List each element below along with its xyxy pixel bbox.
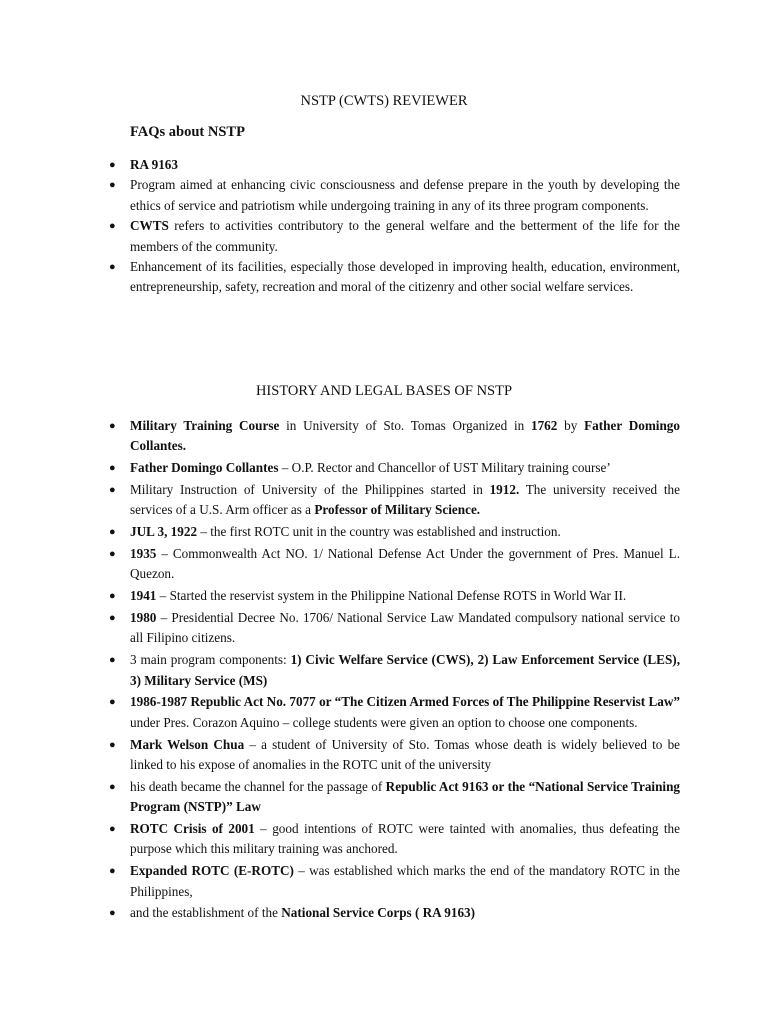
bullet-icon: ● [109, 823, 116, 836]
list-item [109, 257, 680, 298]
bullet-icon: ● [109, 612, 116, 624]
bold-text: 1762 [530, 418, 558, 433]
body-text: his death became the channel for the passage of [130, 778, 386, 794]
list-item [109, 416, 680, 457]
body-text: under Pres. Corazon Aquino – college students were given an option to choose one components. [130, 714, 638, 730]
bold-text: 1935 [130, 546, 157, 561]
body-text: and the establishment of the [130, 905, 282, 921]
list-item [109, 480, 681, 521]
body-text: refers to activities contributory to the general welfare and the betterment of the life for the members of the community. [130, 218, 680, 254]
list-item [109, 155, 680, 175]
body-text: Enhancement of its facilities, especially those developed in improving health, education, environment, entrepreneurship, safety, recreation and moral of the citizenry and other social welfare services. [130, 259, 680, 295]
body-text: Program aimed at enhancing civic consciousness and defense prepare in the youth by developing the ethics of service and patriotism while undergoing training in any of its three program components. [130, 177, 680, 213]
bold-text: Father Domingo Collantes [130, 460, 279, 476]
bullet-icon: ● [109, 548, 116, 560]
bullet-icon: ● [109, 220, 116, 233]
bullet-icon: ● [109, 865, 116, 878]
bold-text: ROTC Crisis of 2001 [130, 821, 255, 837]
bold-text: National Service Corps ( RA 9163) [281, 905, 476, 921]
bold-text: Expanded ROTC (E-ROTC) [130, 863, 294, 879]
bold-text: 1941 [130, 588, 157, 604]
history-list [0, 416, 768, 925]
bullet-icon: ● [109, 159, 116, 171]
bold-text: Mark Welson Chua [130, 736, 245, 752]
list-item [109, 175, 680, 216]
body-text: – Presidential Decree No. 1706/ National Service Law Mandated compulsory national service to all Filipino citizens. [130, 610, 680, 646]
bold-text: 1912. [489, 482, 520, 497]
list-item [109, 650, 680, 691]
bold-text: 1) Civic Welfare Service (CWS), 2) Law Enforcement Service (LES), 3) Military Service (MS) [130, 652, 680, 688]
bullet-icon: ● [109, 420, 116, 432]
list-item [109, 861, 680, 902]
bullet-icon: ● [109, 738, 116, 751]
list-item [109, 692, 680, 733]
bold-text: Military Training Course [130, 418, 280, 433]
body-text: by [557, 418, 585, 433]
bullet-icon: ● [109, 261, 116, 274]
body-text: – Started the reservist system in the Philippine National Defense ROTS in World War II. [156, 588, 627, 604]
bold-text: 1986-1987 Republic Act No. 7077 or “The Citizen Armed Forces of The Philippine Reservist Law” [130, 694, 680, 710]
document-title: NSTP (CWTS) REVIEWER [300, 93, 468, 109]
list-item [109, 586, 680, 606]
list-item [109, 544, 680, 585]
list-item [109, 777, 681, 818]
bullet-icon: ● [109, 179, 116, 192]
list-item [109, 216, 680, 257]
faq-heading: FAQs about NSTP [130, 124, 245, 140]
bold-text: CWTS [130, 218, 169, 234]
bold-text: JUL 3, 1922 [130, 524, 198, 540]
bold-text: 1980 [130, 610, 157, 625]
bullet-icon: ● [109, 907, 116, 920]
bullet-icon: ● [109, 462, 116, 475]
body-text: – Commonwealth Act NO. 1/ National Defense Act Under the government of Pres. Manuel L. Quezon. [130, 546, 680, 582]
body-text: – was established which marks the end of the mandatory ROTC in the Philippines, [130, 863, 680, 899]
body-text: 3 main program components: [130, 652, 291, 668]
bullet-icon: ● [109, 484, 116, 496]
bold-text: Republic Act 9163 or the “National Service Training Program (NSTP)” Law [130, 778, 681, 815]
body-text: – O.P. Rector and Chancellor of UST Military training course’ [278, 460, 611, 476]
bold-text: RA 9163 [130, 157, 178, 172]
faq-list [0, 155, 768, 298]
body-text: The university received the services of a U.S. Arm officer as a [130, 482, 681, 518]
list-item [109, 522, 680, 542]
bold-text: Professor of Military Science. [314, 502, 481, 518]
bullet-icon: ● [109, 780, 116, 793]
body-text: Military Instruction of University of the Philippines started in [130, 482, 490, 497]
history-heading: HISTORY AND LEGAL BASES OF NSTP [255, 383, 513, 399]
bold-text: Father Domingo Collantes. [130, 418, 680, 454]
list-item [109, 903, 680, 923]
body-text: – good intentions of ROTC were tainted with anomalies, thus defeating the purpose which this military training was anchored. [130, 821, 680, 857]
bullet-icon: ● [109, 526, 116, 539]
list-item [109, 608, 680, 649]
body-text: – the first ROTC unit in the country was established and instruction. [197, 524, 561, 540]
body-text: – a student of University of Sto. Tomas whose death is widely believed to be linked to his expose of anomalies in the ROTC unit of the university [130, 736, 681, 773]
bullet-icon: ● [109, 696, 116, 709]
body-text: in University of Sto. Tomas Organized in [279, 418, 531, 433]
bullet-icon: ● [109, 654, 116, 667]
list-item [109, 819, 680, 860]
bullet-icon: ● [109, 590, 116, 603]
list-item [109, 735, 681, 776]
list-item [109, 458, 680, 478]
